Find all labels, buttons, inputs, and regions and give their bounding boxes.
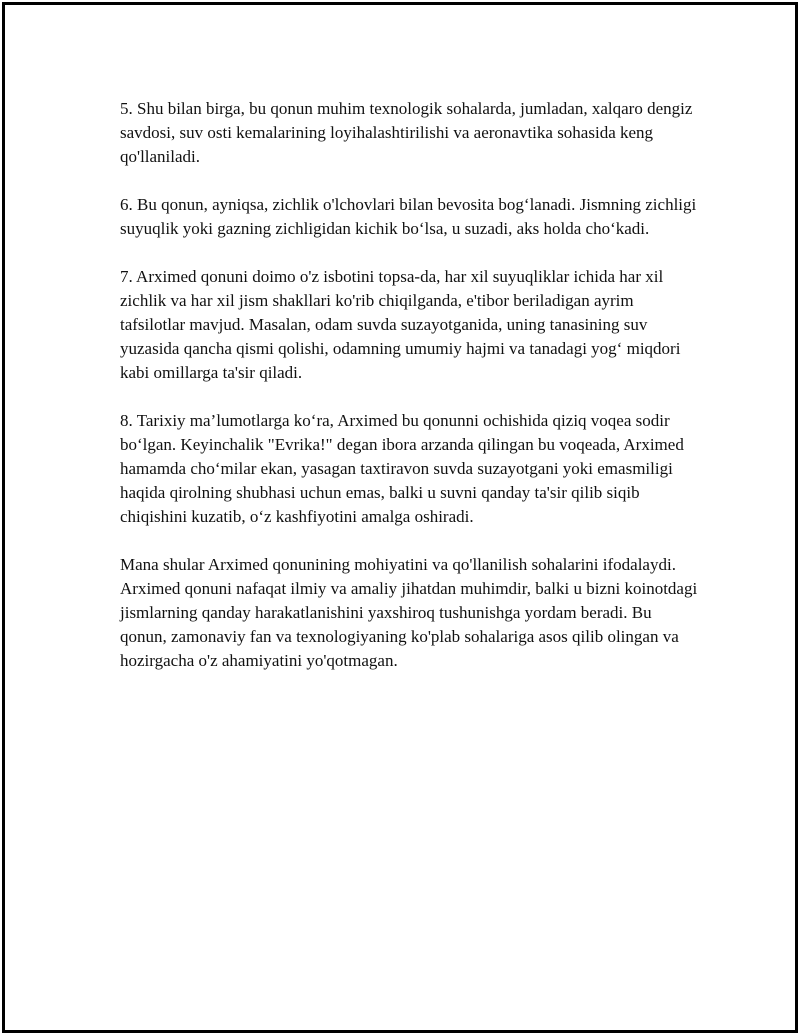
paragraph-7: 7. Arximed qonuni doimo o'z isbotini topsa-da, har xil suyuqliklar ichida har xil zichlik va har xil jism shakllari ko'rib chiqilganda, e'tibor beriladigan ayrim tafsilotlar mavjud. Masalan, odam suvda suzayotganida, uning tanasining suv yuzasida qancha qismi qolishi, odamning umumiy hajmi va tanadagi yog‘ miqdori kabi omillarga ta'sir qiladi. xyxy=(120,267,681,382)
paragraph-8: 8. Tarixiy ma’lumotlarga ko‘ra, Arximed bu qonunni ochishida qiziq voqea sodir bo‘lgan. Keyinchalik "Evrika!" degan ibora arzanda qilingan bu voqeada, Arximed hamamda cho‘milar ekan, yasagan taxtiravon suvda suzayotgani yoki emasmiligi haqida qirolning shubhasi uchun emas, balki u suvni qanday ta'sir qilib siqib chiqishini kuzatib, o‘z kashfiyotini amalga oshiradi. xyxy=(120,411,684,526)
document-body xyxy=(120,97,700,697)
paragraph-5: 5. Shu bilan birga, bu qonun muhim texnologik sohalarda, jumladan, xalqaro dengiz savdosi, suv osti kemalarining loyihalashtirilishi va aeronavtika sohasida keng qo'llaniladi. xyxy=(120,99,693,166)
paragraph-6: 6. Bu qonun, ayniqsa, zichlik o'lchovlari bilan bevosita bog‘lanadi. Jismning zichligi suyuqlik yoki gazning zichligidan kichik bo‘lsa, u suzadi, aks holda cho‘kadi. xyxy=(120,195,697,238)
conclusion-paragraph: Mana shular Arximed qonunining mohiyatini va qo'llanilish sohalarini ifodalaydi. Arximed qonuni nafaqat ilmiy va amaliy jihatdan muhimdir, balki u bizni koinotdagi jismlarning qanday harakatlanishini yaxshiroq tushunishga yordam beradi. Bu qonun, zamonaviy fan va texnologiyaning ko'plab sohalariga asos qilib olingan va hozirgacha o'z ahamiyatini yo'qotmagan. xyxy=(120,555,698,670)
document-page xyxy=(2,2,798,1033)
